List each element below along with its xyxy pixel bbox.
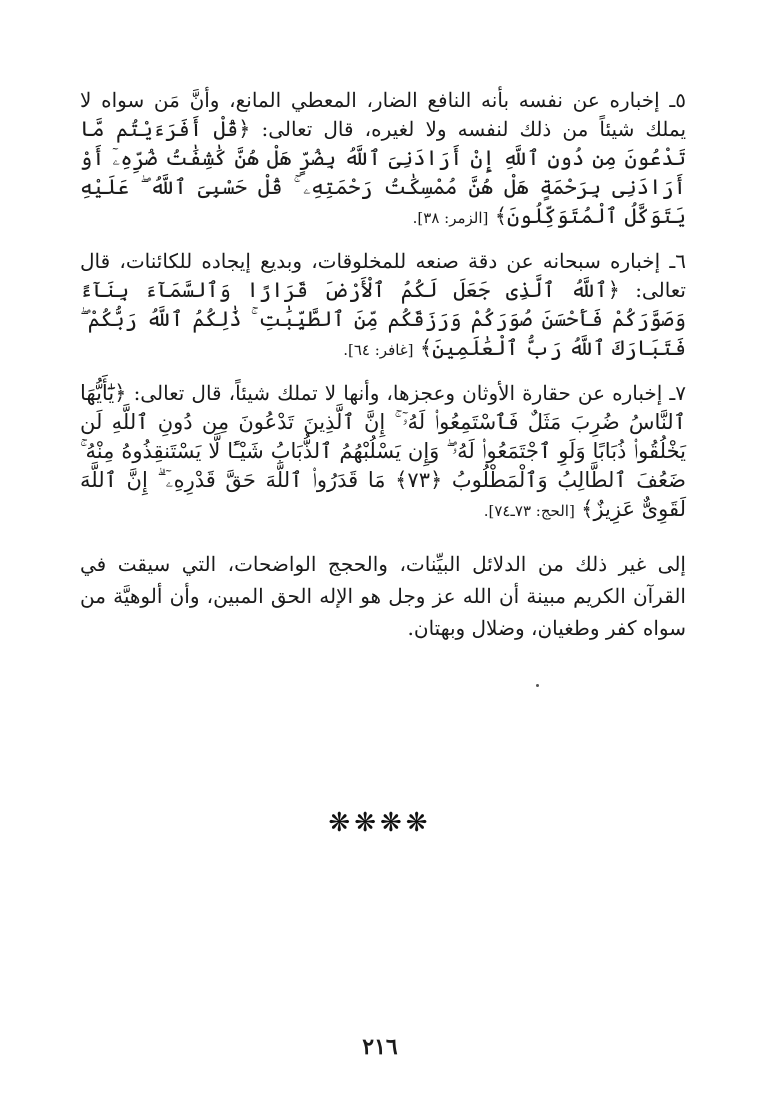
paragraph-6-verse: ﴿ٱللَّهُ ٱلَّذِى جَعَلَ لَكُمُ ٱلْأَرْضَ قَرَارًا وَٱلسَّمَآءَ بِنَآءً وَصَوَّرَكُمْ فَأَحْسَنَ صُوَرَكُمْ وَرَزَقَكُم مِّنَ ٱلطَّيِّبَٰتِ ۚ ذَٰلِكُمُ ٱللَّهُ رَبُّكُمْ ۖ فَتَبَارَكَ ٱللَّهُ رَبُّ ٱلْعَٰلَمِينَ﴾ <box>80 278 686 360</box>
paragraph-7 <box>80 379 686 526</box>
paragraph-7-verse: ﴿يَٰٓأَيُّهَا ٱلنَّاسُ ضُرِبَ مَثَلٌ فَٱسْتَمِعُوا۟ لَهُۥٓ ۚ إِنَّ ٱلَّذِينَ تَدْعُونَ مِن دُونِ ٱللَّهِ لَن يَخْلُقُوا۟ ذُبَابًا وَلَوِ ٱجْتَمَعُوا۟ لَهُۥ ۖ وَإِن يَسْلُبْهُمُ ٱلذُّبَابُ شَيْـًٔا لَّا يَسْتَنقِذُوهُ مِنْهُ ۚ ضَعُفَ ٱلطَّالِبُ وَٱلْمَطْلُوبُ ﴿٧٣﴾ مَا قَدَرُوا۟ ٱللَّهَ حَقَّ قَدْرِهِۦٓ ۗ إِنَّ ٱللَّهَ لَقَوِىٌّ عَزِيزٌ﴾ <box>80 381 686 521</box>
closing-paragraph: إلى غير ذلك من الدلائل البيِّنات، والحجج الواضحات، التي سيقت في القرآن الكريم مبينة أن الله عز وجل هو الإله الحق المبين، وأن ألوهيَّة من سواه كفر وطغيان، وضلال وبهتان. <box>80 552 686 640</box>
paragraph-5-reference: [الزمر: ٣٨]. <box>412 209 489 227</box>
paragraph-6-reference: [غافر: ٦٤]. <box>343 341 414 359</box>
paragraph-6 <box>80 247 686 365</box>
stray-dot <box>536 684 539 687</box>
page-number: ٢١٦ <box>362 1034 398 1060</box>
paragraph-5 <box>80 86 686 233</box>
section-ornament: ❋❋❋❋ <box>328 808 432 838</box>
page-body <box>80 86 686 658</box>
paragraph-7-reference: [الحج: ٧٣ـ٧٤]. <box>483 502 575 520</box>
paragraph-5-intro: ٥ـ إخباره عن نفسه بأنه النافع الضار، المعطي المانع، وأنَّ مَن سواه لا يملك شيئاً من ذلك لنفسه ولا لغيره، قال تعالى: <box>80 88 687 141</box>
paragraph-5-verse: ﴿قُلْ أَفَرَءَيْتُم مَّا تَدْعُونَ مِن دُونِ ٱللَّهِ إِنْ أَرَادَنِىَ ٱللَّهُ بِضُرٍّ هَلْ هُنَّ كَٰشِفَٰتُ ضُرِّهِۦٓ أَوْ أَرَادَنِى بِرَحْمَةٍ هَلْ هُنَّ مُمْسِكَٰتُ رَحْمَتِهِۦ ۚ قُلْ حَسْبِىَ ٱللَّهُ ۖ عَلَيْهِ يَتَوَكَّلُ ٱلْمُتَوَكِّلُونَ﴾ <box>80 117 686 228</box>
paragraph-6-intro: ٦ـ إخباره سبحانه عن دقة صنعه للمخلوقات، وبديع إيجاده للكائنات، قال تعالى: <box>80 249 686 302</box>
paragraph-7-intro: ٧ـ إخباره عن حقارة الأوثان وعجزها، وأنها لا تملك شيئاً، قال تعالى: <box>133 381 687 405</box>
